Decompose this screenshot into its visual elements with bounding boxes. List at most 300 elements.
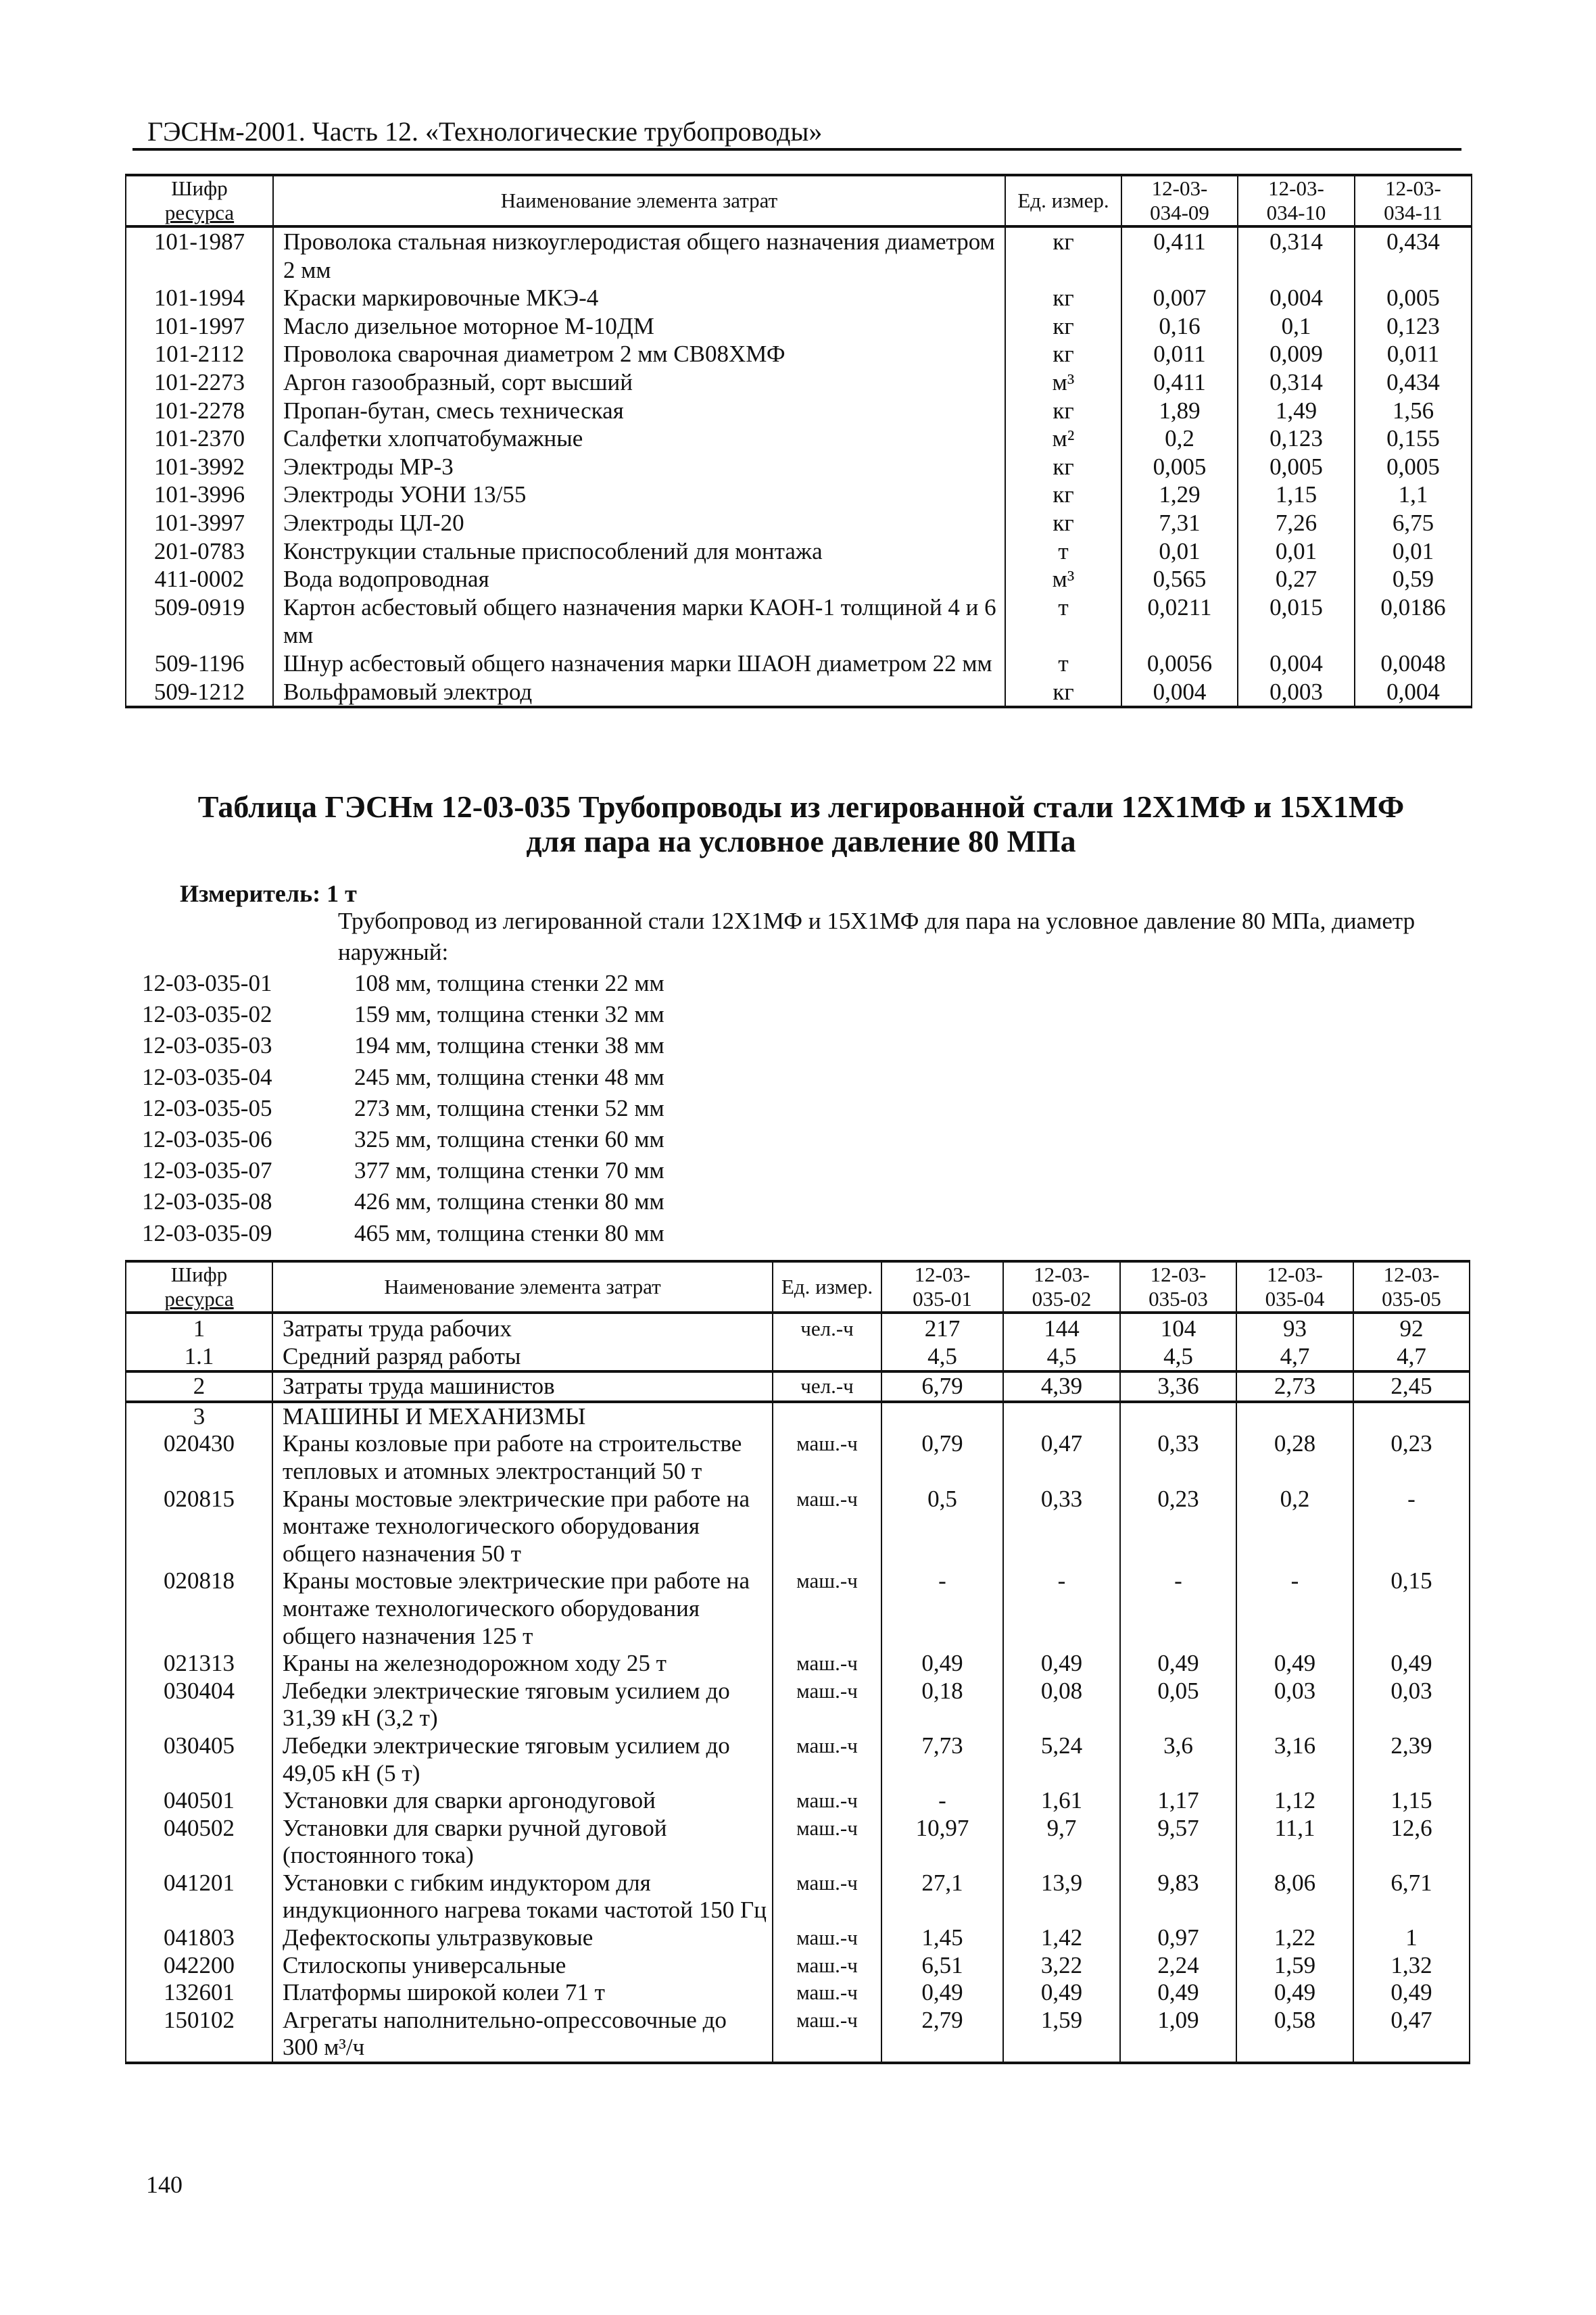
variant-item [142, 1124, 664, 1155]
table-row [126, 1787, 1470, 1815]
resource-code: 201-0783 [126, 537, 273, 566]
table-row [126, 1815, 1470, 1870]
value-cell: 1,32 [1353, 1952, 1470, 1980]
variant-code: 12-03-035-08 [142, 1188, 272, 1215]
resource-name: Краски маркировочные МКЭ-4 [273, 284, 1005, 312]
value-cell: 4,5 [1120, 1343, 1236, 1372]
value-cell: 0,004 [1238, 284, 1355, 312]
header-column-3 [1120, 1261, 1236, 1313]
table-row [126, 340, 1472, 368]
value-cell: - [1353, 1486, 1470, 1568]
variant-code: 12-03-035-06 [142, 1126, 272, 1153]
value-cell: 0,0211 [1121, 593, 1238, 650]
resource-code: 101-1997 [126, 312, 273, 341]
table-row [126, 424, 1472, 453]
resource-name: Краны мостовые электрические при работе на монтаже технологического оборудования общего назначения 50 т [272, 1486, 773, 1568]
resource-code: 040502 [126, 1815, 272, 1870]
unit: чел.-ч [773, 1371, 881, 1402]
header-column-1 [881, 1261, 1003, 1313]
value-cell: 0,155 [1355, 424, 1472, 453]
value-cell: 0,434 [1355, 368, 1472, 397]
table-row [126, 1430, 1470, 1485]
resource-code: 020815 [126, 1486, 272, 1568]
value-cell: 7,31 [1121, 509, 1238, 537]
value-cell [1003, 1402, 1120, 1431]
resource-code: 150102 [126, 2007, 272, 2063]
value-cell: - [1003, 1567, 1120, 1650]
unit: маш.-ч [773, 2007, 881, 2063]
resource-name: Вольфрамовый электрод [273, 678, 1005, 708]
header-column-4 [1236, 1261, 1353, 1313]
resource-code: 101-3997 [126, 509, 273, 537]
value-cell: 3,16 [1236, 1732, 1353, 1787]
value-cell: 7,26 [1238, 509, 1355, 537]
header-column-line2: 035-01 [913, 1287, 972, 1311]
table-row [126, 650, 1472, 678]
variant-code: 12-03-035-03 [142, 1032, 272, 1059]
table-row [126, 453, 1472, 481]
value-cell: 1,12 [1236, 1787, 1353, 1815]
unit: кг [1005, 481, 1121, 509]
value-cell: 3,22 [1003, 1952, 1120, 1980]
table-row [126, 1678, 1470, 1732]
resource-name: Средний разряд работы [272, 1343, 773, 1372]
value-cell: 1,59 [1003, 2007, 1120, 2063]
resource-code: 1 [126, 1313, 272, 1343]
table-row [126, 226, 1472, 284]
unit: маш.-ч [773, 1815, 881, 1870]
value-cell: 0,5 [881, 1486, 1003, 1568]
table-row [126, 537, 1472, 566]
section-title-line2: для пара на условное давление 80 МПа [526, 824, 1076, 858]
value-cell: 0,18 [881, 1678, 1003, 1732]
header-code-line1: Шифр [171, 176, 228, 200]
table-row [126, 593, 1472, 650]
resource-code: 2 [126, 1371, 272, 1402]
value-cell: 1,17 [1120, 1787, 1236, 1815]
header-column-3 [1355, 175, 1472, 226]
value-cell: 0,005 [1355, 453, 1472, 481]
resource-code: 509-0919 [126, 593, 273, 650]
table-body [126, 226, 1472, 707]
variant-code: 12-03-035-04 [142, 1063, 272, 1090]
value-cell: 92 [1353, 1313, 1470, 1343]
header-code [126, 175, 273, 226]
header-rule [132, 148, 1461, 151]
unit: маш.-ч [773, 1430, 881, 1485]
header-code [126, 1261, 272, 1313]
variant-text: 377 мм, толщина стенки 70 мм [354, 1157, 664, 1184]
resource-code: 101-3992 [126, 453, 273, 481]
value-cell: 104 [1120, 1313, 1236, 1343]
unit: кг [1005, 397, 1121, 425]
value-cell: 2,73 [1236, 1371, 1353, 1402]
resource-name: МАШИНЫ И МЕХАНИЗМЫ [272, 1402, 773, 1431]
value-cell: - [881, 1787, 1003, 1815]
value-cell: 3,36 [1120, 1371, 1236, 1402]
resource-code: 1.1 [126, 1343, 272, 1372]
value-cell: 0,565 [1121, 565, 1238, 593]
value-cell: 11,1 [1236, 1815, 1353, 1870]
value-cell: 0,314 [1238, 368, 1355, 397]
variant-item [142, 1062, 664, 1093]
unit: кг [1005, 226, 1121, 284]
table-body [126, 1313, 1470, 2063]
table-row [126, 509, 1472, 537]
value-cell [1353, 1402, 1470, 1431]
value-cell: 0,49 [1236, 1650, 1353, 1678]
unit: т [1005, 537, 1121, 566]
value-cell: 0,05 [1120, 1678, 1236, 1732]
unit: т [1005, 593, 1121, 650]
table-row [126, 1567, 1470, 1650]
table-row [126, 481, 1472, 509]
header-unit: Ед. измер. [1005, 175, 1121, 226]
resource-name: Дефектоскопы ультразвуковые [272, 1924, 773, 1952]
value-cell: 6,71 [1353, 1870, 1470, 1924]
unit: кг [1005, 678, 1121, 708]
variant-item [142, 1030, 664, 1061]
value-cell: 0,97 [1120, 1924, 1236, 1952]
section-title-line1: Таблица ГЭСНм 12-03-035 Трубопроводы из легированной стали 12Х1МФ и 15Х1МФ [197, 789, 1405, 824]
value-cell: 2,39 [1353, 1732, 1470, 1787]
value-cell: 1,22 [1236, 1924, 1353, 1952]
unit: маш.-ч [773, 1979, 881, 2007]
table-row [126, 1732, 1470, 1787]
resource-name: Электроды УОНИ 13/55 [273, 481, 1005, 509]
value-cell: 0,33 [1120, 1430, 1236, 1485]
meter-label: Измеритель: 1 т [180, 880, 357, 907]
value-cell: 2,24 [1120, 1952, 1236, 1980]
value-cell: 0,23 [1353, 1430, 1470, 1485]
value-cell: 0,27 [1238, 565, 1355, 593]
resource-code: 040501 [126, 1787, 272, 1815]
value-cell: 0,49 [1120, 1979, 1236, 2007]
resource-name: Пропан-бутан, смесь техническая [273, 397, 1005, 425]
resource-code: 132601 [126, 1979, 272, 2007]
value-cell: 4,7 [1353, 1343, 1470, 1372]
resource-code: 509-1212 [126, 678, 273, 708]
header-column-line1: 12-03- [914, 1263, 971, 1286]
value-cell: - [881, 1567, 1003, 1650]
value-cell: 0,49 [1003, 1650, 1120, 1678]
value-cell: 0,011 [1355, 340, 1472, 368]
value-cell: 0,314 [1238, 226, 1355, 284]
variant-text: 194 мм, толщина стенки 38 мм [354, 1032, 664, 1059]
unit: маш.-ч [773, 1486, 881, 1568]
unit: маш.-ч [773, 1567, 881, 1650]
value-cell: 0,01 [1355, 537, 1472, 566]
value-cell: 0,01 [1238, 537, 1355, 566]
value-cell: 6,75 [1355, 509, 1472, 537]
value-cell: 1,45 [881, 1924, 1003, 1952]
resource-code: 030404 [126, 1678, 272, 1732]
value-cell: 0,58 [1236, 2007, 1353, 2063]
value-cell: 0,007 [1121, 284, 1238, 312]
variants-list [142, 968, 664, 1249]
value-cell: 0,49 [1353, 1650, 1470, 1678]
value-cell: 0,49 [1353, 1979, 1470, 2007]
resource-name: Лебедки электрические тяговым усилием до 31,39 кН (3,2 т) [272, 1678, 773, 1732]
resource-code: 101-2370 [126, 424, 273, 453]
value-cell: 1 [1353, 1924, 1470, 1952]
table-row [126, 1486, 1470, 1568]
resource-code: 021313 [126, 1650, 272, 1678]
resource-name: Проволока стальная низкоуглеродистая общего назначения диаметром 2 мм [273, 226, 1005, 284]
value-cell: 0,2 [1236, 1486, 1353, 1568]
value-cell: 0,79 [881, 1430, 1003, 1485]
resource-code: 101-3996 [126, 481, 273, 509]
unit: м² [1005, 424, 1121, 453]
header-column-line2: 035-03 [1148, 1287, 1208, 1311]
resource-code: 411-0002 [126, 565, 273, 593]
value-cell: 144 [1003, 1313, 1120, 1343]
unit [773, 1343, 881, 1372]
variant-text: 325 мм, толщина стенки 60 мм [354, 1126, 664, 1153]
variant-text: 159 мм, толщина стенки 32 мм [354, 1001, 664, 1028]
header-column-line1: 12-03- [1268, 176, 1324, 200]
value-cell: 1,1 [1355, 481, 1472, 509]
table-row [126, 284, 1472, 312]
header-column-line2: 034-09 [1150, 201, 1209, 224]
section-description: Трубопровод из легированной стали 12Х1МФ и 15Х1МФ для пара на условное давление 80 МПа, диаметр наружный: [338, 908, 1416, 965]
value-cell: 0,005 [1238, 453, 1355, 481]
value-cell: 0,123 [1238, 424, 1355, 453]
header-column-2 [1238, 175, 1355, 226]
resource-name: Краны на железнодорожном ходу 25 т [272, 1650, 773, 1678]
value-cell: 0,49 [881, 1650, 1003, 1678]
header-code-line2: ресурса [164, 201, 235, 224]
value-cell: - [1120, 1567, 1236, 1650]
variant-text: 273 мм, толщина стенки 52 мм [354, 1094, 664, 1121]
unit: кг [1005, 312, 1121, 341]
variant-item [142, 1186, 664, 1217]
variant-item [142, 999, 664, 1030]
table-row [126, 1371, 1470, 1402]
resource-name: Аргон газообразный, сорт высший [273, 368, 1005, 397]
resource-code: 042200 [126, 1952, 272, 1980]
resource-name: Агрегаты наполнительно-опрессовочные до 300 м³/ч [272, 2007, 773, 2063]
value-cell: 0,03 [1236, 1678, 1353, 1732]
header-column-line2: 035-02 [1032, 1287, 1092, 1311]
table-row [126, 397, 1472, 425]
unit [773, 1402, 881, 1431]
value-cell: 6,51 [881, 1952, 1003, 1980]
resource-code: 3 [126, 1402, 272, 1431]
table-row [126, 1924, 1470, 1952]
resource-name: Лебедки электрические тяговым усилием до 49,05 кН (5 т) [272, 1732, 773, 1787]
value-cell: 0,0186 [1355, 593, 1472, 650]
header-column-line1: 12-03- [1034, 1263, 1090, 1286]
running-header: ГЭСНм-2001. Часть 12. «Технологические трубопроводы» [147, 116, 823, 147]
value-cell: 0,47 [1353, 2007, 1470, 2063]
header-column-1 [1121, 175, 1238, 226]
section-title [128, 789, 1474, 858]
value-cell: 0,015 [1238, 593, 1355, 650]
header-column-line1: 12-03- [1267, 1263, 1323, 1286]
value-cell: 2,45 [1353, 1371, 1470, 1402]
unit: м³ [1005, 368, 1121, 397]
value-cell: 0,003 [1238, 678, 1355, 708]
value-cell [1120, 1402, 1236, 1431]
unit: маш.-ч [773, 1787, 881, 1815]
value-cell [881, 1402, 1003, 1431]
value-cell: 0,15 [1353, 1567, 1470, 1650]
value-cell: 9,83 [1120, 1870, 1236, 1924]
table-header-row [126, 175, 1472, 226]
resource-code: 101-1987 [126, 226, 273, 284]
resource-code: 030405 [126, 1732, 272, 1787]
resource-name: Конструкции стальные приспособлений для монтажа [273, 537, 1005, 566]
unit: т [1005, 650, 1121, 678]
table-row [126, 565, 1472, 593]
value-cell: 3,6 [1120, 1732, 1236, 1787]
value-cell: 0,49 [1120, 1650, 1236, 1678]
resource-name: Краны козловые при работе на строительстве тепловых и атомных электростанций 50 т [272, 1430, 773, 1485]
variant-text: 465 мм, толщина стенки 80 мм [354, 1219, 664, 1246]
header-column-line1: 12-03- [1383, 1263, 1440, 1286]
value-cell: 1,89 [1121, 397, 1238, 425]
resource-code: 041803 [126, 1924, 272, 1952]
value-cell: 0,01 [1121, 537, 1238, 566]
table-row [126, 2007, 1470, 2063]
unit: кг [1005, 509, 1121, 537]
value-cell: 4,5 [881, 1343, 1003, 1372]
table-row [126, 1870, 1470, 1924]
variant-text: 245 мм, толщина стенки 48 мм [354, 1063, 664, 1090]
header-name: Наименование элемента затрат [272, 1261, 773, 1313]
resource-code: 101-2278 [126, 397, 273, 425]
value-cell: 9,57 [1120, 1815, 1236, 1870]
header-column-line2: 034-10 [1266, 201, 1326, 224]
header-column-line2: 035-05 [1382, 1287, 1441, 1311]
variant-item [142, 1093, 664, 1124]
resource-code: 020818 [126, 1567, 272, 1650]
header-column-line2: 034-11 [1384, 201, 1443, 224]
value-cell: 2,79 [881, 2007, 1003, 2063]
value-cell: 0,0056 [1121, 650, 1238, 678]
resource-name: Картон асбестовый общего назначения марки КАОН-1 толщиной 4 и 6 мм [273, 593, 1005, 650]
unit: маш.-ч [773, 1732, 881, 1787]
resource-name: Платформы широкой колеи 71 т [272, 1979, 773, 2007]
resource-name: Масло дизельное моторное М-10ДМ [273, 312, 1005, 341]
table-row [126, 1952, 1470, 1980]
value-cell: 0,123 [1355, 312, 1472, 341]
value-cell: 0,004 [1121, 678, 1238, 708]
value-cell: 1,15 [1238, 481, 1355, 509]
header-column-line2: 035-04 [1265, 1287, 1325, 1311]
value-cell [1236, 1402, 1353, 1431]
value-cell: - [1236, 1567, 1353, 1650]
value-cell: 0,411 [1121, 226, 1238, 284]
header-unit: Ед. измер. [773, 1261, 881, 1313]
variant-code: 12-03-035-09 [142, 1219, 272, 1246]
header-column-line1: 12-03- [1385, 176, 1441, 200]
value-cell: 4,39 [1003, 1371, 1120, 1402]
resources-table-034 [125, 174, 1472, 708]
value-cell: 27,1 [881, 1870, 1003, 1924]
value-cell: 0,49 [1003, 1979, 1120, 2007]
table-row [126, 1402, 1470, 1431]
table-header-row [126, 1261, 1470, 1313]
resource-name: Затраты труда машинистов [272, 1371, 773, 1402]
value-cell: 9,7 [1003, 1815, 1120, 1870]
value-cell: 1,49 [1238, 397, 1355, 425]
value-cell: 0,28 [1236, 1430, 1353, 1485]
value-cell: 217 [881, 1313, 1003, 1343]
value-cell: 6,79 [881, 1371, 1003, 1402]
value-cell: 13,9 [1003, 1870, 1120, 1924]
value-cell: 0,0048 [1355, 650, 1472, 678]
variant-text: 426 мм, толщина стенки 80 мм [354, 1188, 664, 1215]
table-row [126, 312, 1472, 341]
value-cell: 1,56 [1355, 397, 1472, 425]
value-cell: 0,434 [1355, 226, 1472, 284]
unit: маш.-ч [773, 1924, 881, 1952]
resource-code: 101-1994 [126, 284, 273, 312]
unit: кг [1005, 453, 1121, 481]
value-cell: 10,97 [881, 1815, 1003, 1870]
resource-name: Установки с гибким индуктором для индукционного нагрева токами частотой 150 Гц [272, 1870, 773, 1924]
value-cell: 0,03 [1353, 1678, 1470, 1732]
value-cell: 0,08 [1003, 1678, 1120, 1732]
table-row [126, 368, 1472, 397]
header-code-line1: Шифр [170, 1263, 228, 1286]
variant-code: 12-03-035-02 [142, 1001, 272, 1028]
value-cell: 0,411 [1121, 368, 1238, 397]
variant-code: 12-03-035-05 [142, 1094, 272, 1121]
resource-code: 101-2112 [126, 340, 273, 368]
unit: маш.-ч [773, 1678, 881, 1732]
value-cell: 0,011 [1121, 340, 1238, 368]
unit: маш.-ч [773, 1650, 881, 1678]
header-column-line1: 12-03- [1150, 1263, 1207, 1286]
header-code-line2: ресурса [164, 1287, 234, 1311]
unit: чел.-ч [773, 1313, 881, 1343]
resource-name: Проволока сварочная диаметром 2 мм СВ08ХМФ [273, 340, 1005, 368]
resources-table-035 [125, 1260, 1470, 2064]
header-name: Наименование элемента затрат [273, 175, 1005, 226]
value-cell: 0,23 [1120, 1486, 1236, 1568]
unit: м³ [1005, 565, 1121, 593]
value-cell: 0,2 [1121, 424, 1238, 453]
value-cell: 0,47 [1003, 1430, 1120, 1485]
resource-name: Электроды МР-3 [273, 453, 1005, 481]
value-cell: 8,06 [1236, 1870, 1353, 1924]
table-row [126, 678, 1472, 708]
resource-code: 101-2273 [126, 368, 273, 397]
value-cell: 1,09 [1120, 2007, 1236, 2063]
resource-code: 020430 [126, 1430, 272, 1485]
header-column-5 [1353, 1261, 1470, 1313]
value-cell: 0,59 [1355, 565, 1472, 593]
value-cell: 93 [1236, 1313, 1353, 1343]
unit: кг [1005, 340, 1121, 368]
value-cell: 5,24 [1003, 1732, 1120, 1787]
value-cell: 4,7 [1236, 1343, 1353, 1372]
value-cell: 0,004 [1355, 678, 1472, 708]
value-cell: 0,005 [1355, 284, 1472, 312]
value-cell: 0,005 [1121, 453, 1238, 481]
variant-item [142, 1218, 664, 1249]
variant-text: 108 мм, толщина стенки 22 мм [354, 970, 664, 996]
resource-name: Шнур асбестовый общего назначения марки ШАОН диаметром 22 мм [273, 650, 1005, 678]
variant-item [142, 968, 664, 999]
resource-name: Установки для сварки аргонодуговой [272, 1787, 773, 1815]
value-cell: 0,16 [1121, 312, 1238, 341]
unit: кг [1005, 284, 1121, 312]
table-row [126, 1343, 1470, 1372]
